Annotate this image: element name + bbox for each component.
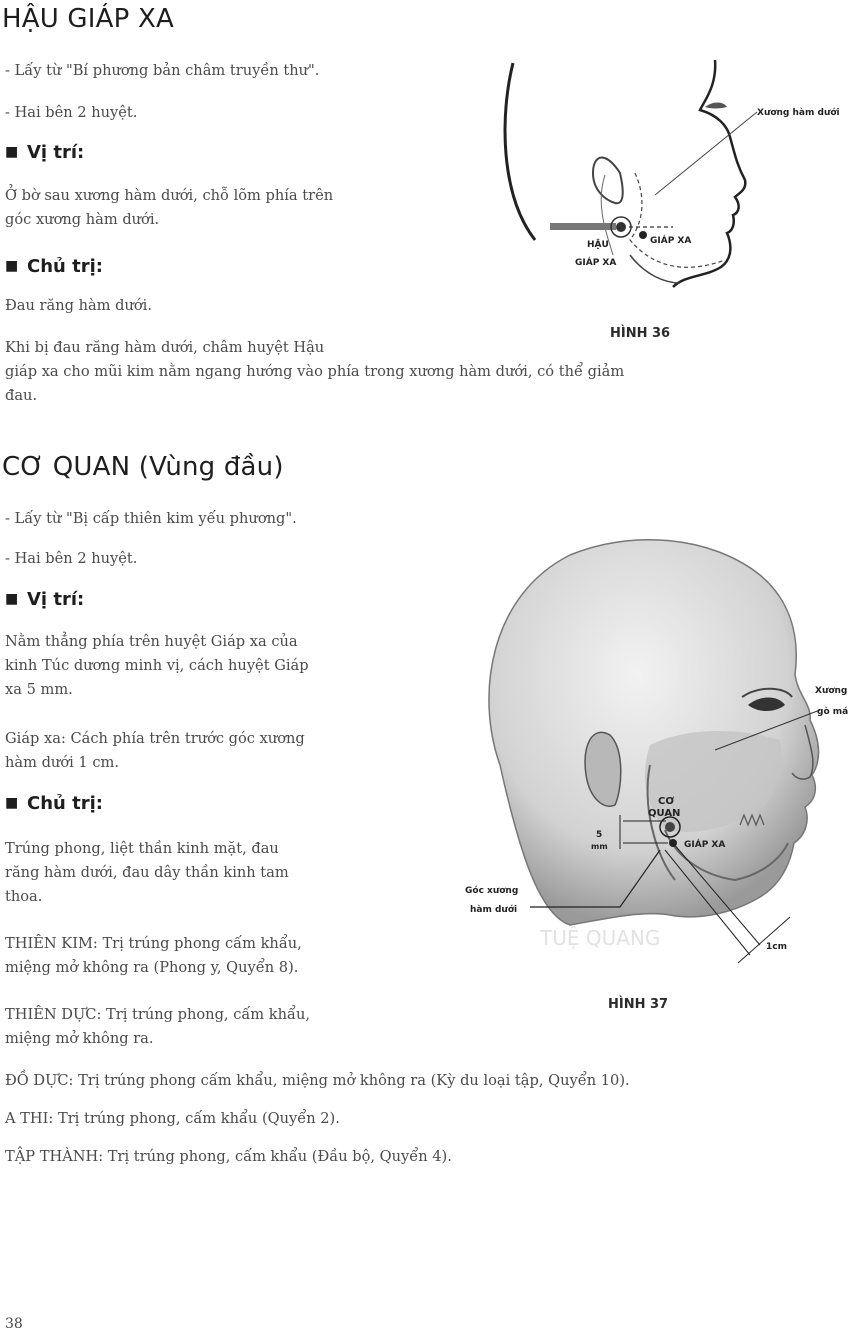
head-silhouette — [489, 540, 819, 925]
text-line: THIÊN KIM: Trị trúng phong cấm khẩu, — [5, 935, 302, 952]
bullet-icon: ■ — [5, 795, 19, 811]
measure-tick — [738, 917, 790, 963]
text-line: THIÊN DỰC: Trị trúng phong, cấm khẩu, — [5, 1006, 311, 1023]
text-line: thoa. — [5, 888, 43, 905]
watermark-text: TUỆ QUANG — [540, 926, 661, 950]
one-cm-label: 1cm — [766, 942, 787, 952]
text-line: miệng mở không ra (Phong y, Quyển 8). — [5, 959, 299, 976]
co-quan-label-2: QUAN — [648, 808, 681, 819]
source-line: - Lấy từ "Bị cấp thiên kim yếu phương". — [5, 510, 297, 527]
reference-do-duc: ĐỒ DỰC: Trị trúng phong cấm khẩu, miệng mở không ra (Kỳ du loại tập, Quyển 10). — [5, 1072, 630, 1089]
text-line: giáp xa cho mũi kim nằm ngang hướng vào phía trong xương hàm dưới, có thể giảm — [5, 363, 625, 380]
needle-shaft — [550, 223, 616, 230]
angle-label-1: Góc xương — [465, 886, 519, 896]
text-line: xa 5 mm. — [5, 681, 73, 698]
bullet-icon: ■ — [5, 258, 19, 274]
reference-thien-duc — [5, 1003, 310, 1051]
bone-leader-line — [655, 112, 757, 195]
bone-label-1: Xương — [815, 686, 848, 696]
giap-xa-label: GIÁP XA — [684, 840, 726, 850]
reference-thien-kim — [5, 932, 302, 980]
section-title-co-quan: CƠ QUAN (Vùng đầu) — [2, 452, 284, 482]
figure-37-caption: HÌNH 37 — [608, 997, 669, 1012]
figure-37 — [460, 525, 860, 975]
location-heading: ■ Vị trí: — [5, 589, 85, 610]
text-line: đau. — [5, 387, 38, 404]
giap-xa-point — [639, 231, 647, 239]
section-title-hau-giap-xa: HẬU GIÁP XA — [2, 4, 174, 34]
text-line: miệng mở không ra. — [5, 1030, 154, 1047]
indication-heading: ■ Chủ trị: — [5, 256, 103, 277]
text-line: Ở bờ sau xương hàm dưới, chỗ lõm phía trên — [5, 187, 334, 204]
figure-36-caption: HÌNH 36 — [610, 326, 671, 341]
text-line: Nằm thẳng phía trên huyệt Giáp xa của — [5, 633, 298, 650]
hau-giap-xa-label: GIÁP XA — [575, 258, 617, 268]
points-line: - Hai bên 2 huyệt. — [5, 550, 138, 567]
skull-head-illustration — [460, 525, 860, 975]
text-line: răng hàm dưới, đau dây thần kinh tam — [5, 864, 289, 881]
text-line: kinh Túc dương minh vị, cách huyệt Giáp — [5, 657, 309, 674]
angle-label-2: hàm dưới — [470, 905, 518, 915]
figure-36 — [495, 55, 860, 335]
giap-xa-paragraph — [5, 727, 305, 775]
bullet-icon: ■ — [5, 144, 19, 160]
bone-label-2: gò má — [817, 707, 849, 717]
dimension-value: 5 — [596, 830, 603, 840]
face-outline — [673, 60, 745, 287]
bullet-icon: ■ — [5, 591, 19, 607]
points-line: - Hai bên 2 huyệt. — [5, 104, 138, 121]
jaw-line — [630, 255, 680, 283]
location-paragraph — [5, 630, 309, 702]
co-quan-label-1: CƠ — [658, 796, 675, 807]
text-line: Giáp xa: Cách phía trên trước góc xương — [5, 730, 305, 747]
head-profile-illustration — [495, 55, 860, 335]
indication-heading: ■ Chủ trị: — [5, 793, 103, 814]
location-heading: ■ Vị trí: — [5, 142, 85, 163]
indication-text: Đau răng hàm dưới. — [5, 297, 152, 314]
text-line: Khi bị đau răng hàm dưới, châm huyệt Hậu — [5, 339, 325, 356]
reference-a-thi: A THI: Trị trúng phong, cấm khẩu (Quyển 2). — [5, 1110, 340, 1127]
text-line: Trúng phong, liệt thần kinh mặt, đau — [5, 840, 279, 857]
reference-tap-thanh: TẬP THÀNH: Trị trúng phong, cấm khẩu (Đầu bộ, Quyển 4). — [5, 1148, 452, 1165]
hau-label: HẬU — [587, 240, 609, 250]
page-number: 38 — [5, 1316, 23, 1332]
source-line: - Lấy từ "Bí phương bản châm truyền thư". — [5, 62, 320, 79]
text-line: hàm dưới 1 cm. — [5, 754, 119, 771]
giap-xa-label: GIÁP XA — [650, 236, 692, 246]
point-marker — [616, 222, 626, 232]
indication-paragraph — [5, 837, 289, 909]
location-paragraph — [5, 184, 333, 232]
skull-outline — [505, 63, 535, 240]
dimension-unit: mm — [591, 842, 608, 851]
co-quan-point — [665, 822, 675, 832]
jaw-bone-outline — [630, 173, 725, 267]
eye-shape — [705, 103, 727, 109]
bone-label: Xương hàm dưới — [757, 108, 840, 118]
note-paragraph — [5, 336, 624, 408]
text-line: góc xương hàm dưới. — [5, 211, 160, 228]
ear-shape — [593, 158, 623, 204]
